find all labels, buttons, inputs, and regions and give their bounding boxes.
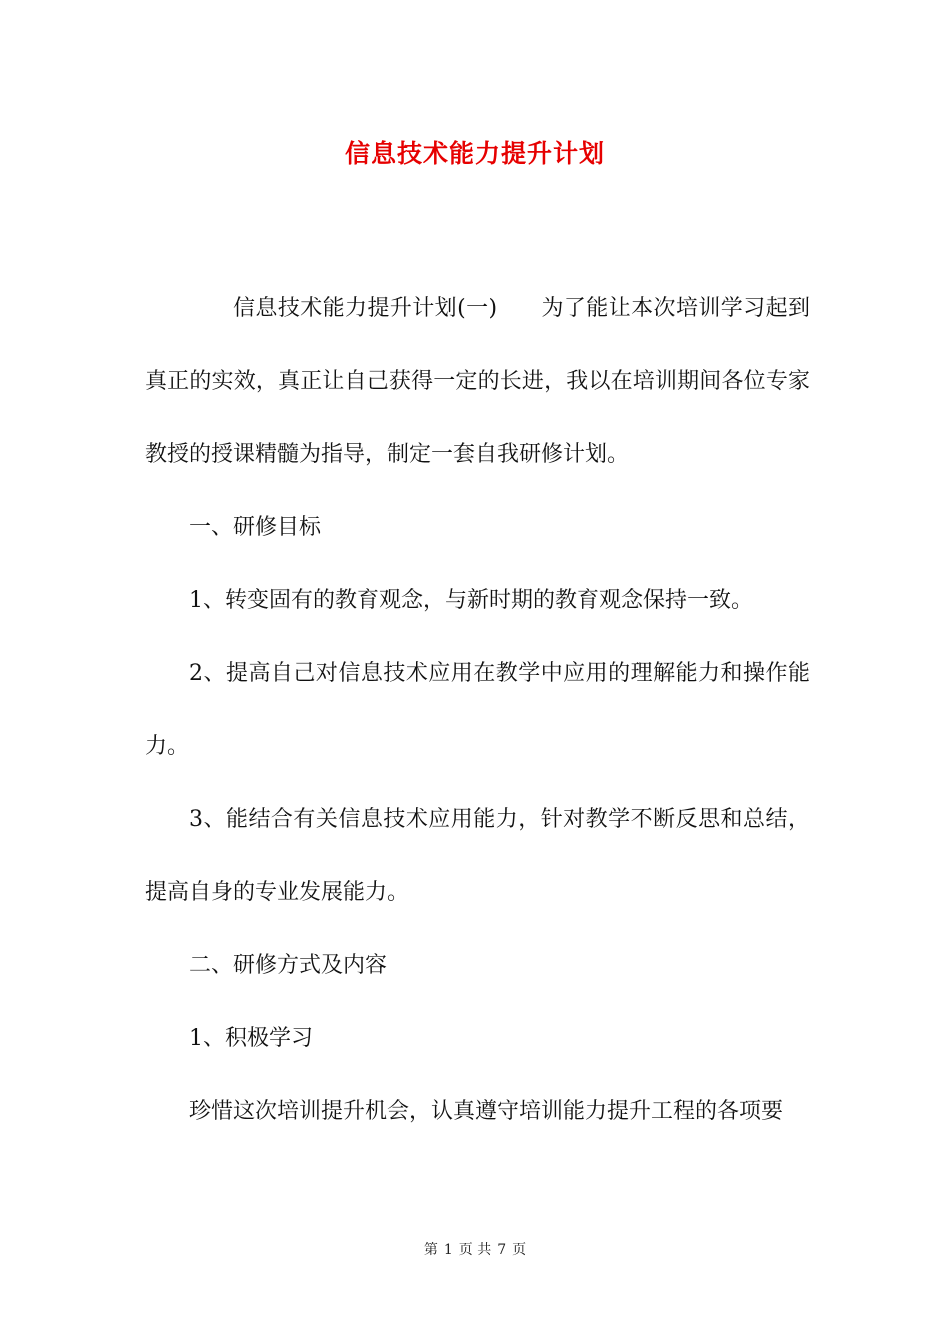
paragraph-intro-lead: 信息技术能力提升计划(一) bbox=[233, 296, 498, 321]
page-footer bbox=[0, 1239, 950, 1259]
paragraph-goal-2: 2、提高自己对信息技术应用在教学中应用的理解能力和操作能力。 bbox=[145, 661, 810, 759]
section-heading-methods: 二、研修方式及内容 bbox=[189, 953, 388, 978]
paragraph-goal-3: 3、能结合有关信息技术应用能力，针对教学不断反思和总结，提高自身的专业发展能力。 bbox=[145, 807, 810, 905]
document-body bbox=[145, 272, 810, 1148]
footer-total-pages: 7 bbox=[497, 1242, 507, 1258]
subheading-active-learning: 1、积极学习 bbox=[189, 1026, 313, 1051]
footer-prefix: 第 bbox=[423, 1242, 438, 1258]
footer-current-page: 1 bbox=[443, 1242, 453, 1258]
section-heading-goals: 一、研修目标 bbox=[189, 515, 322, 540]
paragraph-intro bbox=[145, 272, 810, 491]
document-title: 信息技术能力提升计划 bbox=[344, 139, 605, 168]
paragraph-intro-text: 为了能让本次培训学习起到真正的实效，真正让自己获得一定的长进，我以在培训期间各位专家教授的授课精髓为指导，制定一套自我研修计划。 bbox=[145, 296, 810, 467]
paragraph-cherish-opportunity: 珍惜这次培训提升机会，认真遵守培训能力提升工程的各项要 bbox=[189, 1099, 784, 1124]
paragraph-goal-1: 1、转变固有的教育观念，与新时期的教育观念保持一致。 bbox=[189, 588, 753, 613]
footer-suffix: 页 bbox=[512, 1242, 527, 1258]
footer-mid: 页 共 bbox=[458, 1242, 492, 1258]
